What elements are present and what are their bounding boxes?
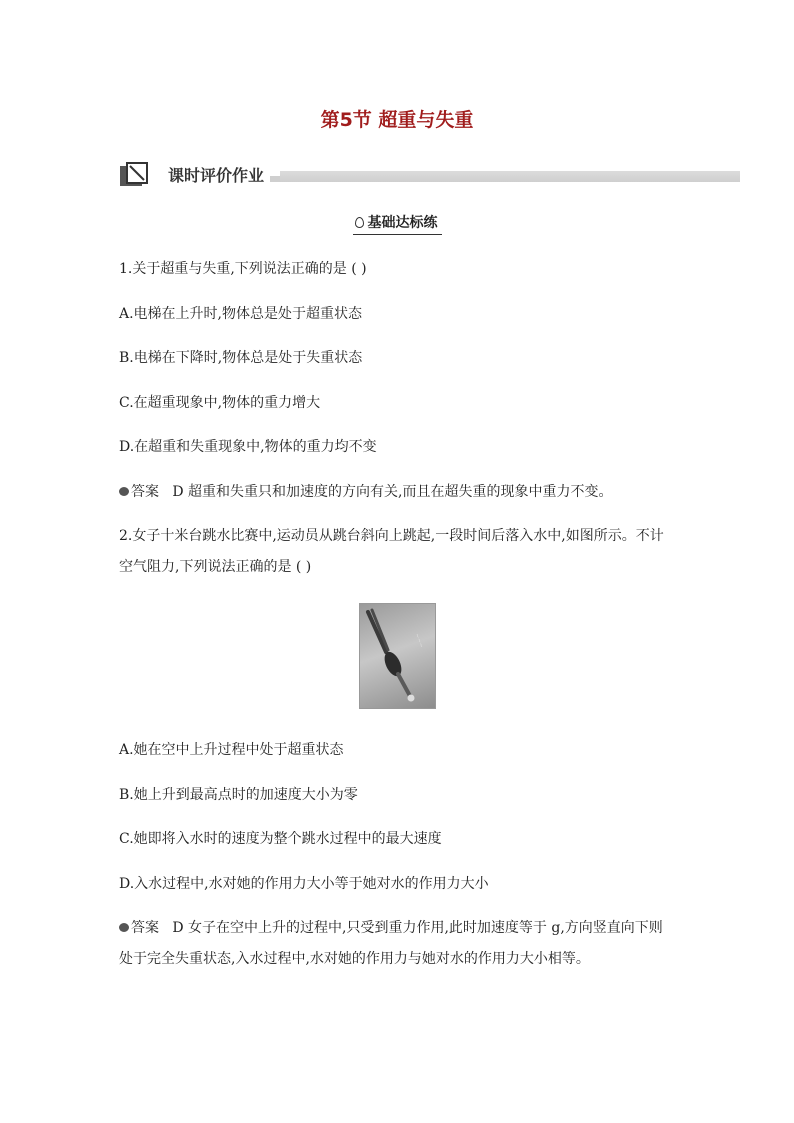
question-1-stem: 1.关于超重与失重,下列说法正确的是 ( ) bbox=[119, 261, 367, 277]
answer-label: 答案 bbox=[131, 484, 159, 500]
page-title: 第5节 超重与失重 bbox=[320, 109, 474, 131]
answer-label: 答案 bbox=[131, 920, 159, 936]
answer-icon bbox=[119, 487, 129, 496]
answer-text: D 超重和失重只和加速度的方向有关,而且在超失重的现象中重力不变。 bbox=[172, 484, 613, 500]
q2-answer-line-2: 处于完全失重状态,入水过程中,水对她的作用力与她对水的作用力大小相等。 bbox=[119, 951, 590, 967]
q1-answer bbox=[119, 481, 612, 501]
svg-text:~~~: ~~~ bbox=[413, 632, 425, 649]
banner-bar bbox=[280, 171, 740, 182]
section-heading bbox=[0, 212, 794, 235]
q1-option-c: C.在超重现象中,物体的重力增大 bbox=[119, 395, 321, 411]
q1-option-d: D.在超重和失重现象中,物体的重力均不变 bbox=[119, 439, 377, 455]
section-label: 基础达标练 bbox=[367, 215, 438, 231]
answer-icon bbox=[119, 923, 129, 932]
q2-answer-line-1 bbox=[119, 917, 663, 937]
question-2-stem-line-2: 空气阻力,下列说法正确的是 ( ) bbox=[119, 559, 312, 575]
q2-option-b: B.她上升到最高点时的加速度大小为零 bbox=[119, 787, 358, 803]
q2-option-a: A.她在空中上升过程中处于超重状态 bbox=[119, 742, 344, 758]
answer-text: D 女子在空中上升的过程中,只受到重力作用,此时加速度等于 g,方向竖直向下则 bbox=[172, 920, 663, 936]
diver-photo bbox=[359, 603, 436, 709]
pencil-icon bbox=[126, 162, 148, 184]
section-banner bbox=[120, 162, 740, 186]
q1-option-b: B.电梯在下降时,物体总是处于失重状态 bbox=[119, 350, 363, 366]
q2-option-c: C.她即将入水时的速度为整个跳水过程中的最大速度 bbox=[119, 831, 442, 847]
banner-label: 课时评价作业 bbox=[168, 166, 265, 185]
question-2-stem-line-1: 2.女子十米台跳水比赛中,运动员从跳台斜向上跳起,一段时间后落入水中,如图所示。不计 bbox=[119, 528, 664, 544]
q2-option-d: D.入水过程中,水对她的作用力大小等于她对水的作用力大小 bbox=[119, 876, 489, 892]
drop-icon bbox=[355, 217, 364, 228]
q1-option-a: A.电梯在上升时,物体总是处于超重状态 bbox=[119, 306, 363, 322]
